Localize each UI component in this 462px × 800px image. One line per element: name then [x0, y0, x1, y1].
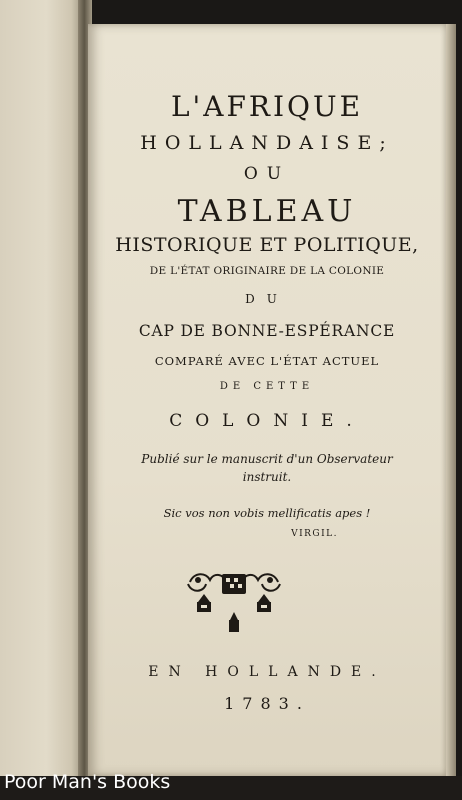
subtitle-publie: Publié sur le manuscrit d'un Observateur [141, 452, 393, 466]
title-line-compare: COMPARÉ AVEC L'ÉTAT ACTUEL [154, 354, 380, 368]
left-page [0, 0, 84, 800]
epigraph-attribution: VIRGIL. [291, 529, 338, 539]
printers-ornament-icon [184, 568, 284, 636]
title-line-du: DU [245, 292, 289, 306]
title-line-tableau: TABLEAU [177, 194, 357, 229]
imprint-place: EN HOLLANDE. [148, 664, 386, 680]
title-line-colonie: COLONIE. [169, 411, 365, 431]
title-line-de-cette: DE CETTE [219, 381, 315, 392]
epigraph-quote: Sic vos non vobis mellificatis apes ! [163, 506, 371, 520]
title-line-etat-originaire: DE L'ÉTAT ORIGINAIRE DE LA COLONIE [149, 265, 385, 277]
title-line-afrique: L'AFRIQUE [170, 90, 364, 123]
title-line-ou: OU [243, 164, 291, 184]
title-line-historique: HISTORIQUE ET POLITIQUE, [115, 234, 419, 256]
subtitle-instruit: instruit. [242, 470, 292, 484]
page-edge [446, 24, 456, 776]
imprint-year: 1783. [224, 694, 310, 713]
title-line-hollandaise: HOLLANDAISE; [140, 132, 394, 154]
title-line-cap: CAP DE BONNE-ESPÉRANCE [138, 322, 396, 340]
watermark-text: Poor Man's Books [4, 771, 171, 793]
title-page [88, 24, 446, 776]
